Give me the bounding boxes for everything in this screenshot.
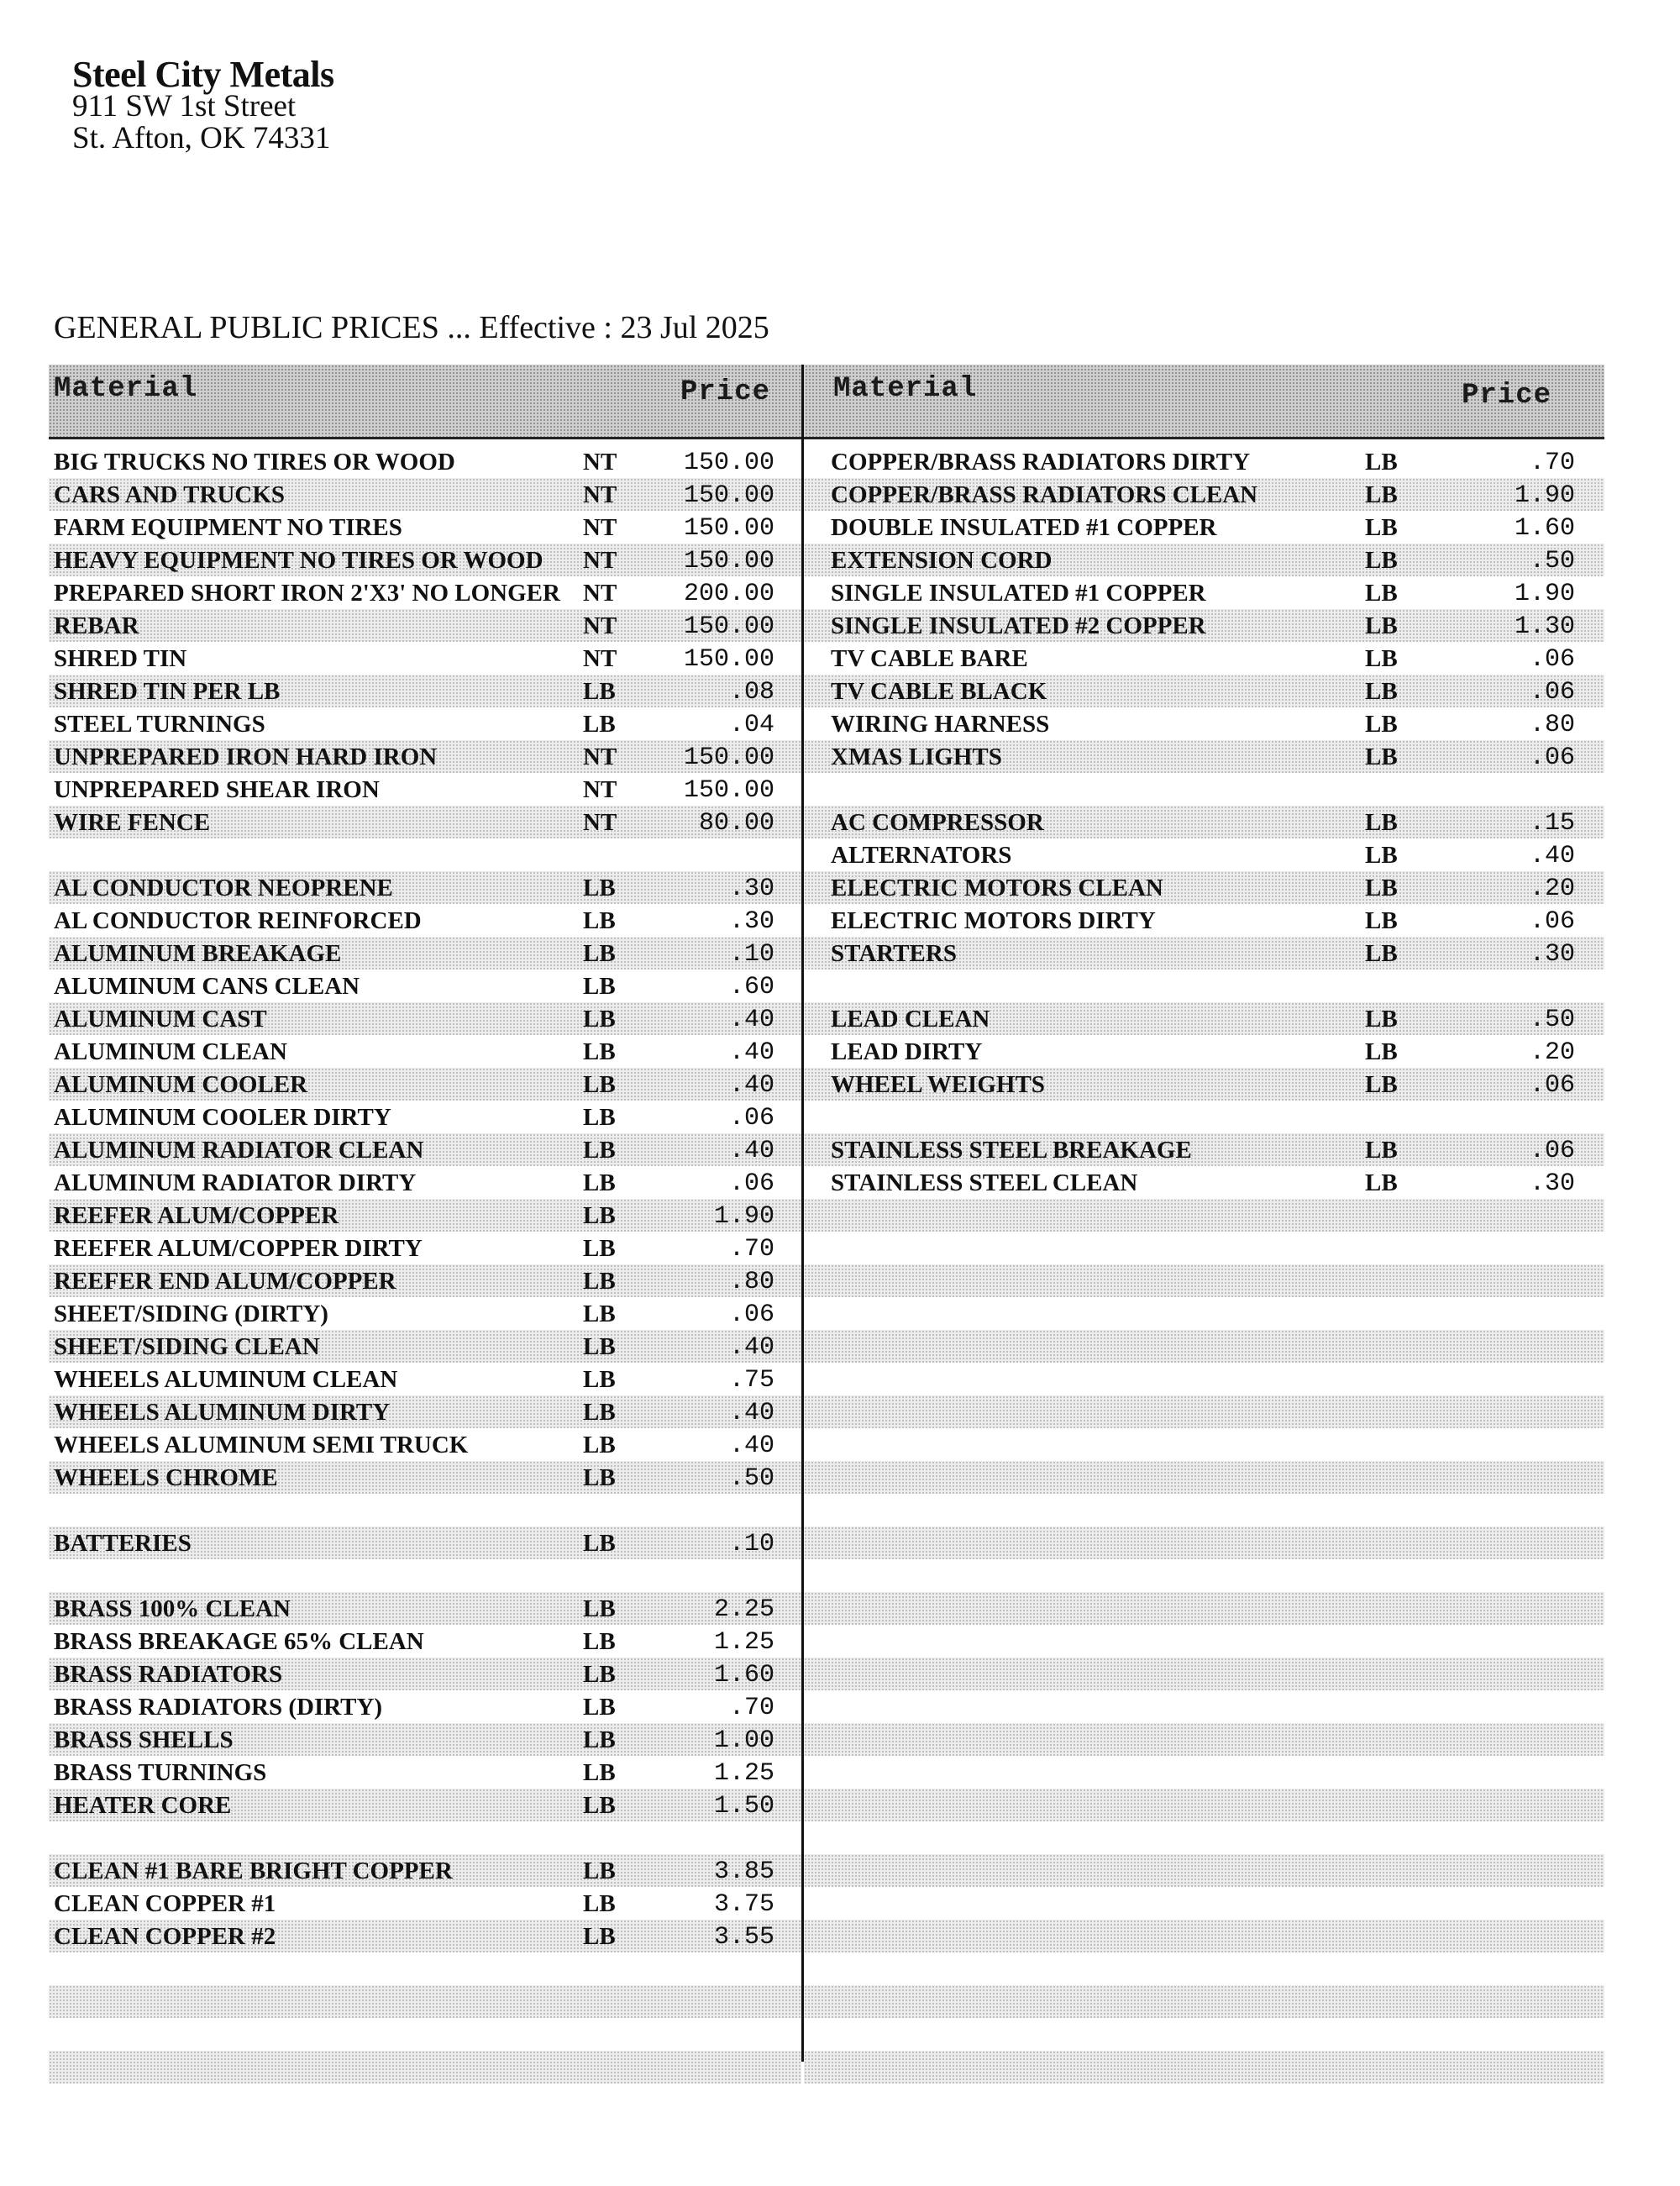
table-row bbox=[804, 1985, 1604, 2018]
unit-cell: LB bbox=[583, 1694, 616, 1721]
unit-cell: LB bbox=[583, 940, 616, 967]
table-row bbox=[49, 740, 801, 773]
table-row bbox=[804, 970, 1604, 1002]
price-cell: .40 bbox=[728, 1432, 774, 1460]
price-cell: .75 bbox=[728, 1366, 774, 1395]
table-row bbox=[49, 1494, 801, 1527]
unit-cell: LB bbox=[1365, 514, 1398, 541]
price-cell: 3.85 bbox=[713, 1858, 774, 1886]
table-row bbox=[804, 1887, 1604, 1920]
unit-cell: LB bbox=[583, 1038, 616, 1065]
material-cell: ALUMINUM RADIATOR DIRTY bbox=[54, 1169, 417, 1196]
table-row bbox=[49, 1789, 801, 1821]
material-cell: ALUMINUM CANS CLEAN bbox=[54, 973, 360, 1000]
price-cell: .40 bbox=[728, 1333, 774, 1362]
material-cell: AC COMPRESSOR bbox=[831, 809, 1044, 836]
table-row bbox=[49, 1690, 801, 1723]
unit-cell: LB bbox=[1365, 580, 1398, 607]
table-row bbox=[49, 1756, 801, 1789]
table-row bbox=[49, 1625, 801, 1658]
table-row bbox=[804, 1166, 1604, 1199]
price-cell: .70 bbox=[728, 1235, 774, 1264]
price-cell: 1.25 bbox=[713, 1628, 774, 1657]
material-cell: ALTERNATORS bbox=[831, 842, 1012, 869]
material-cell: ELECTRIC MOTORS CLEAN bbox=[831, 875, 1163, 901]
table-row bbox=[49, 1920, 801, 1952]
price-cell: .30 bbox=[1529, 940, 1575, 969]
company-city: St. Afton, OK 74331 bbox=[72, 121, 331, 155]
material-cell: STARTERS bbox=[831, 940, 957, 967]
table-row bbox=[49, 1002, 801, 1035]
price-cell: 1.00 bbox=[713, 1726, 774, 1755]
unit-cell: LB bbox=[583, 1333, 616, 1360]
price-cell: .06 bbox=[1529, 1071, 1575, 1100]
price-cell: .30 bbox=[1529, 1169, 1575, 1198]
material-cell: STEEL TURNINGS bbox=[54, 711, 265, 738]
unit-cell: LB bbox=[583, 1169, 616, 1196]
material-cell: HEATER CORE bbox=[54, 1792, 232, 1819]
table-header bbox=[49, 365, 1604, 439]
material-cell: BRASS 100% CLEAN bbox=[54, 1595, 291, 1622]
table-row bbox=[804, 871, 1604, 904]
unit-cell: LB bbox=[1365, 842, 1398, 869]
table-row bbox=[804, 1625, 1604, 1658]
table-row bbox=[804, 1330, 1604, 1363]
table-row bbox=[49, 1527, 801, 1559]
price-cell: .06 bbox=[728, 1169, 774, 1198]
price-cell: 3.55 bbox=[713, 1923, 774, 1952]
table-row bbox=[804, 707, 1604, 740]
table-row bbox=[804, 511, 1604, 544]
material-cell: ALUMINUM BREAKAGE bbox=[54, 940, 342, 967]
table-row bbox=[49, 1297, 801, 1330]
unit-cell: LB bbox=[583, 875, 616, 901]
table-row bbox=[804, 1494, 1604, 1527]
table-row bbox=[804, 1952, 1604, 1985]
material-cell: WIRING HARNESS bbox=[831, 711, 1050, 738]
unit-cell: NT bbox=[583, 547, 617, 574]
table-row bbox=[804, 675, 1604, 707]
table-row bbox=[804, 773, 1604, 806]
unit-cell: LB bbox=[583, 1071, 616, 1098]
table-row bbox=[49, 1035, 801, 1068]
table-row bbox=[804, 1854, 1604, 1887]
price-cell: 2.25 bbox=[713, 1595, 774, 1624]
table-row bbox=[804, 1363, 1604, 1395]
unit-cell: LB bbox=[583, 1464, 616, 1491]
price-cell: 150.00 bbox=[683, 744, 774, 772]
price-cell: .04 bbox=[728, 711, 774, 739]
left-material-header: Material bbox=[54, 373, 198, 405]
unit-cell: LB bbox=[583, 1235, 616, 1262]
table-row bbox=[49, 1395, 801, 1428]
material-cell: ALUMINUM CAST bbox=[54, 1006, 267, 1033]
material-cell: SHRED TIN bbox=[54, 645, 187, 672]
table-row bbox=[49, 707, 801, 740]
price-cell: .20 bbox=[1529, 1038, 1575, 1067]
table-row bbox=[804, 1789, 1604, 1821]
material-cell: AL CONDUCTOR REINFORCED bbox=[54, 907, 422, 934]
price-cell: .15 bbox=[1529, 809, 1575, 838]
price-cell: 1.30 bbox=[1514, 612, 1575, 641]
table-row bbox=[49, 1232, 801, 1264]
unit-cell: LB bbox=[1365, 612, 1398, 639]
price-cell: .10 bbox=[728, 940, 774, 969]
price-cell: 1.25 bbox=[713, 1759, 774, 1788]
price-cell: .30 bbox=[728, 875, 774, 903]
price-cell: .70 bbox=[728, 1694, 774, 1722]
unit-cell: LB bbox=[583, 678, 616, 705]
material-cell: CLEAN COPPER #1 bbox=[54, 1890, 276, 1917]
material-cell: CLEAN COPPER #2 bbox=[54, 1923, 276, 1950]
material-cell: BRASS RADIATORS (DIRTY) bbox=[54, 1694, 383, 1721]
material-cell: BRASS TURNINGS bbox=[54, 1759, 267, 1786]
material-cell: CLEAN #1 BARE BRIGHT COPPER bbox=[54, 1858, 453, 1884]
table-row bbox=[804, 1199, 1604, 1232]
table-row bbox=[804, 1559, 1604, 1592]
price-cell: .06 bbox=[1529, 907, 1575, 936]
price-cell: .30 bbox=[728, 907, 774, 936]
table-row bbox=[49, 1723, 801, 1756]
table-row bbox=[49, 838, 801, 871]
table-row bbox=[49, 2051, 801, 2084]
unit-cell: LB bbox=[1365, 744, 1398, 770]
unit-cell: NT bbox=[583, 580, 617, 607]
table-row bbox=[804, 937, 1604, 970]
material-cell: WHEELS ALUMINUM CLEAN bbox=[54, 1366, 398, 1393]
table-row bbox=[49, 1428, 801, 1461]
material-cell: TV CABLE BLACK bbox=[831, 678, 1047, 705]
table-row bbox=[804, 838, 1604, 871]
table-row bbox=[49, 478, 801, 511]
unit-cell: LB bbox=[583, 1595, 616, 1622]
table-row bbox=[804, 1527, 1604, 1559]
material-cell: WIRE FENCE bbox=[54, 809, 211, 836]
price-cell: 80.00 bbox=[698, 809, 774, 838]
table-row bbox=[804, 576, 1604, 609]
material-cell: TV CABLE BARE bbox=[831, 645, 1028, 672]
unit-cell: LB bbox=[1365, 940, 1398, 967]
price-cell: .80 bbox=[1529, 711, 1575, 739]
price-cell: .08 bbox=[728, 678, 774, 707]
table-row bbox=[804, 609, 1604, 642]
unit-cell: NT bbox=[583, 645, 617, 672]
right-column bbox=[804, 445, 1604, 2084]
material-cell: WHEELS ALUMINUM SEMI TRUCK bbox=[54, 1432, 469, 1458]
price-table bbox=[49, 365, 1604, 1952]
table-row bbox=[49, 970, 801, 1002]
price-cell: .06 bbox=[1529, 1137, 1575, 1165]
unit-cell: LB bbox=[583, 1661, 616, 1688]
unit-cell: LB bbox=[1365, 1071, 1398, 1098]
unit-cell: LB bbox=[583, 1432, 616, 1458]
material-cell: SHRED TIN PER LB bbox=[54, 678, 281, 705]
material-cell: LEAD DIRTY bbox=[831, 1038, 983, 1065]
price-cell: .40 bbox=[728, 1006, 774, 1034]
table-row bbox=[49, 675, 801, 707]
price-cell: 150.00 bbox=[683, 449, 774, 477]
table-row bbox=[49, 445, 801, 478]
unit-cell: LB bbox=[1365, 645, 1398, 672]
material-cell: FARM EQUIPMENT NO TIRES bbox=[54, 514, 402, 541]
unit-cell: NT bbox=[583, 481, 617, 508]
table-row bbox=[804, 642, 1604, 675]
unit-cell: LB bbox=[583, 1726, 616, 1753]
table-row bbox=[804, 1232, 1604, 1264]
table-row bbox=[804, 1658, 1604, 1690]
table-row bbox=[49, 1592, 801, 1625]
table-row bbox=[49, 937, 801, 970]
material-cell: COPPER/BRASS RADIATORS DIRTY bbox=[831, 449, 1251, 476]
material-cell: PREPARED SHORT IRON 2'X3' NO LONGER bbox=[54, 580, 560, 607]
right-price-header: Price bbox=[1462, 380, 1552, 412]
price-cell: 1.90 bbox=[713, 1202, 774, 1231]
unit-cell: LB bbox=[1365, 1169, 1398, 1196]
material-cell: UNPREPARED SHEAR IRON bbox=[54, 776, 380, 803]
company-block bbox=[72, 54, 334, 155]
price-cell: 1.90 bbox=[1514, 481, 1575, 510]
table-row bbox=[49, 1330, 801, 1363]
price-cell: .20 bbox=[1529, 875, 1575, 903]
price-cell: .70 bbox=[1529, 449, 1575, 477]
table-row bbox=[49, 1952, 801, 1985]
unit-cell: LB bbox=[1365, 711, 1398, 738]
unit-cell: NT bbox=[583, 514, 617, 541]
price-cell: 1.60 bbox=[1514, 514, 1575, 543]
table-row bbox=[49, 871, 801, 904]
price-cell: 150.00 bbox=[683, 481, 774, 510]
price-cell: .60 bbox=[728, 973, 774, 1001]
table-row bbox=[49, 1658, 801, 1690]
price-cell: 1.50 bbox=[713, 1792, 774, 1821]
price-cell: 150.00 bbox=[683, 514, 774, 543]
unit-cell: LB bbox=[1365, 907, 1398, 934]
table-row bbox=[49, 544, 801, 576]
price-list-title: GENERAL PUBLIC PRICES ... Effective : 23 Jul 2025 bbox=[54, 310, 769, 345]
table-row bbox=[804, 1101, 1604, 1133]
unit-cell: LB bbox=[1365, 1006, 1398, 1033]
table-row bbox=[804, 1690, 1604, 1723]
price-cell: .06 bbox=[1529, 744, 1575, 772]
price-cell: .06 bbox=[728, 1104, 774, 1132]
table-row bbox=[804, 1035, 1604, 1068]
material-cell: SINGLE INSULATED #1 COPPER bbox=[831, 580, 1206, 607]
material-cell: ELECTRIC MOTORS DIRTY bbox=[831, 907, 1156, 934]
price-cell: .50 bbox=[1529, 547, 1575, 575]
table-row bbox=[804, 1592, 1604, 1625]
table-row bbox=[49, 576, 801, 609]
table-row bbox=[49, 1985, 801, 2018]
material-cell: EXTENSION CORD bbox=[831, 547, 1053, 574]
table-row bbox=[804, 445, 1604, 478]
material-cell: STAINLESS STEEL CLEAN bbox=[831, 1169, 1138, 1196]
table-row bbox=[804, 740, 1604, 773]
unit-cell: LB bbox=[583, 1399, 616, 1426]
table-row bbox=[49, 1166, 801, 1199]
unit-cell: LB bbox=[583, 1104, 616, 1131]
table-row bbox=[49, 1199, 801, 1232]
material-cell: WHEELS ALUMINUM DIRTY bbox=[54, 1399, 391, 1426]
left-column bbox=[49, 445, 801, 2084]
table-row bbox=[804, 1920, 1604, 1952]
material-cell: BRASS SHELLS bbox=[54, 1726, 234, 1753]
unit-cell: LB bbox=[583, 711, 616, 738]
table-row bbox=[49, 1821, 801, 1854]
unit-cell: LB bbox=[583, 1268, 616, 1295]
material-cell: ALUMINUM RADIATOR CLEAN bbox=[54, 1137, 424, 1164]
table-row bbox=[804, 1068, 1604, 1101]
unit-cell: LB bbox=[583, 1923, 616, 1950]
price-cell: .06 bbox=[728, 1301, 774, 1329]
unit-cell: LB bbox=[583, 973, 616, 1000]
table-row bbox=[49, 1068, 801, 1101]
table-row bbox=[804, 1756, 1604, 1789]
material-cell: WHEEL WEIGHTS bbox=[831, 1071, 1045, 1098]
table-row bbox=[804, 1428, 1604, 1461]
table-row bbox=[49, 609, 801, 642]
unit-cell: LB bbox=[583, 1858, 616, 1884]
table-row bbox=[49, 1559, 801, 1592]
table-row bbox=[804, 806, 1604, 838]
table-row bbox=[49, 1363, 801, 1395]
material-cell: REBAR bbox=[54, 612, 139, 639]
table-row bbox=[49, 2018, 801, 2051]
material-cell: REEFER ALUM/COPPER DIRTY bbox=[54, 1235, 423, 1262]
price-cell: 200.00 bbox=[683, 580, 774, 608]
price-cell: .40 bbox=[728, 1071, 774, 1100]
price-cell: 150.00 bbox=[683, 776, 774, 805]
price-cell: 150.00 bbox=[683, 612, 774, 641]
price-cell: .40 bbox=[728, 1399, 774, 1427]
unit-cell: LB bbox=[583, 1137, 616, 1164]
price-cell: 1.90 bbox=[1514, 580, 1575, 608]
table-row bbox=[804, 1264, 1604, 1297]
unit-cell: LB bbox=[583, 1890, 616, 1917]
table-row bbox=[804, 1821, 1604, 1854]
unit-cell: LB bbox=[1365, 1137, 1398, 1164]
unit-cell: LB bbox=[1365, 449, 1398, 476]
table-row bbox=[49, 1133, 801, 1166]
table-row bbox=[804, 1395, 1604, 1428]
table-row bbox=[804, 2051, 1604, 2084]
unit-cell: NT bbox=[583, 776, 617, 803]
table-row bbox=[804, 1133, 1604, 1166]
unit-cell: LB bbox=[1365, 678, 1398, 705]
unit-cell: LB bbox=[583, 1792, 616, 1819]
unit-cell: LB bbox=[1365, 809, 1398, 836]
price-cell: .40 bbox=[728, 1038, 774, 1067]
unit-cell: LB bbox=[583, 1628, 616, 1655]
price-cell: .50 bbox=[728, 1464, 774, 1493]
unit-cell: NT bbox=[583, 449, 617, 476]
price-cell: 150.00 bbox=[683, 645, 774, 674]
unit-cell: LB bbox=[1365, 1038, 1398, 1065]
price-cell: .06 bbox=[1529, 678, 1575, 707]
material-cell: BIG TRUCKS NO TIRES OR WOOD bbox=[54, 449, 455, 476]
table-row bbox=[49, 1101, 801, 1133]
table-row bbox=[804, 1723, 1604, 1756]
unit-cell: LB bbox=[1365, 481, 1398, 508]
material-cell: WHEELS CHROME bbox=[54, 1464, 278, 1491]
table-row bbox=[49, 642, 801, 675]
table-row bbox=[49, 806, 801, 838]
unit-cell: LB bbox=[583, 1301, 616, 1327]
material-cell: XMAS LIGHTS bbox=[831, 744, 1002, 770]
price-cell: .80 bbox=[728, 1268, 774, 1296]
material-cell: LEAD CLEAN bbox=[831, 1006, 990, 1033]
price-cell: 1.60 bbox=[713, 1661, 774, 1689]
right-material-header: Material bbox=[833, 373, 978, 405]
unit-cell: LB bbox=[583, 1759, 616, 1786]
material-cell: CARS AND TRUCKS bbox=[54, 481, 286, 508]
unit-cell: NT bbox=[583, 612, 617, 639]
unit-cell: LB bbox=[583, 1202, 616, 1229]
material-cell: REEFER END ALUM/COPPER bbox=[54, 1268, 396, 1295]
price-cell: .06 bbox=[1529, 645, 1575, 674]
table-row bbox=[49, 904, 801, 937]
table-row bbox=[804, 904, 1604, 937]
table-row bbox=[49, 773, 801, 806]
material-cell: SHEET/SIDING CLEAN bbox=[54, 1333, 320, 1360]
material-cell: SHEET/SIDING (DIRTY) bbox=[54, 1301, 328, 1327]
material-cell: HEAVY EQUIPMENT NO TIRES OR WOOD bbox=[54, 547, 543, 574]
table-row bbox=[804, 1002, 1604, 1035]
table-row bbox=[804, 1461, 1604, 1494]
price-cell: .40 bbox=[1529, 842, 1575, 870]
material-cell: BATTERIES bbox=[54, 1530, 192, 1557]
table-row bbox=[49, 1887, 801, 1920]
price-cell: 150.00 bbox=[683, 547, 774, 575]
left-price-header: Price bbox=[680, 376, 771, 408]
table-row bbox=[804, 1297, 1604, 1330]
table-row bbox=[804, 544, 1604, 576]
table-row bbox=[804, 2018, 1604, 2051]
material-cell: DOUBLE INSULATED #1 COPPER bbox=[831, 514, 1217, 541]
unit-cell: LB bbox=[1365, 547, 1398, 574]
company-name: Steel City Metals bbox=[72, 54, 334, 95]
unit-cell: LB bbox=[583, 1006, 616, 1033]
price-cell: 3.75 bbox=[713, 1890, 774, 1919]
material-cell: AL CONDUCTOR NEOPRENE bbox=[54, 875, 393, 901]
unit-cell: LB bbox=[1365, 875, 1398, 901]
material-cell: REEFER ALUM/COPPER bbox=[54, 1202, 339, 1229]
material-cell: ALUMINUM CLEAN bbox=[54, 1038, 287, 1065]
price-cell: .50 bbox=[1529, 1006, 1575, 1034]
table-row bbox=[49, 1264, 801, 1297]
table-row bbox=[804, 478, 1604, 511]
unit-cell: LB bbox=[583, 1530, 616, 1557]
unit-cell: LB bbox=[583, 1366, 616, 1393]
company-address: 911 SW 1st Street bbox=[72, 89, 297, 123]
material-cell: BRASS BREAKAGE 65% CLEAN bbox=[54, 1628, 424, 1655]
material-cell: BRASS RADIATORS bbox=[54, 1661, 283, 1688]
table-row bbox=[49, 1854, 801, 1887]
unit-cell: NT bbox=[583, 744, 617, 770]
unit-cell: LB bbox=[583, 907, 616, 934]
material-cell: SINGLE INSULATED #2 COPPER bbox=[831, 612, 1206, 639]
price-cell: .40 bbox=[728, 1137, 774, 1165]
material-cell: ALUMINUM COOLER bbox=[54, 1071, 308, 1098]
table-row bbox=[49, 1461, 801, 1494]
price-cell: .10 bbox=[728, 1530, 774, 1558]
material-cell: UNPREPARED IRON HARD IRON bbox=[54, 744, 438, 770]
unit-cell: NT bbox=[583, 809, 617, 836]
material-cell: STAINLESS STEEL BREAKAGE bbox=[831, 1137, 1192, 1164]
material-cell: COPPER/BRASS RADIATORS CLEAN bbox=[831, 481, 1258, 508]
table-row bbox=[49, 511, 801, 544]
material-cell: ALUMINUM COOLER DIRTY bbox=[54, 1104, 391, 1131]
